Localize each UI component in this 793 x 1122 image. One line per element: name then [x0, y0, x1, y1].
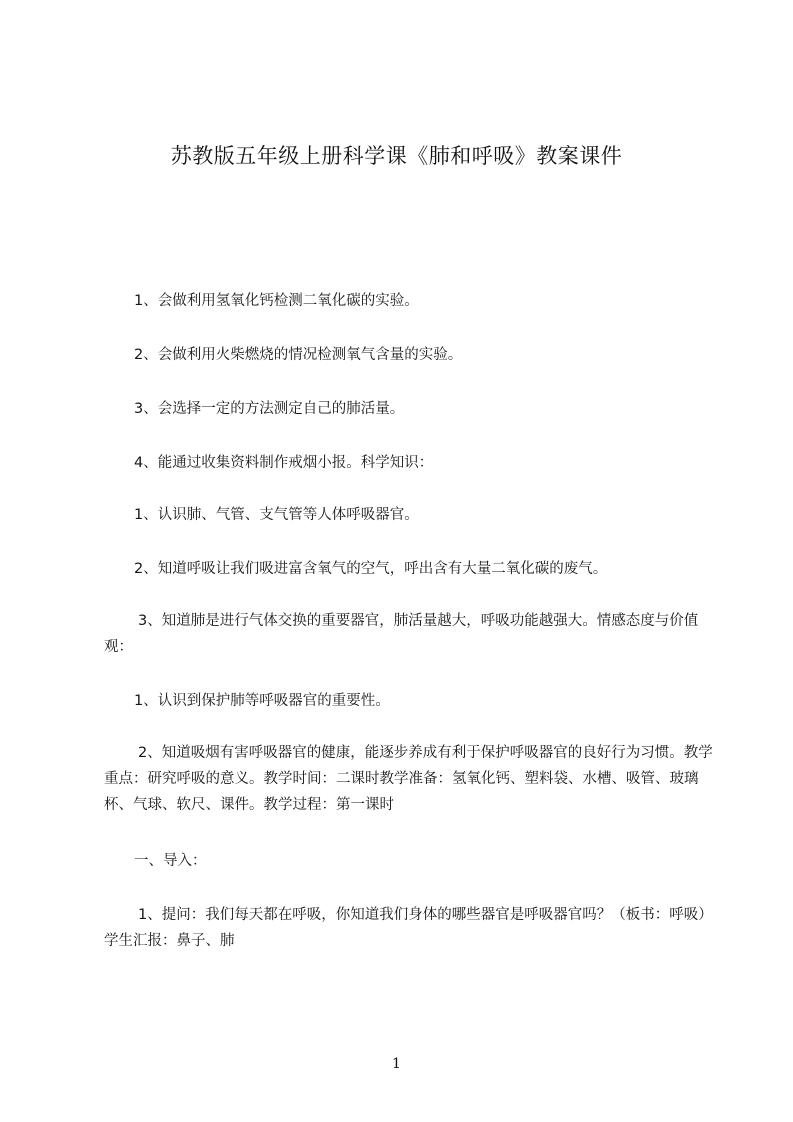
paragraph-knowledge-2: 2、知道呼吸让我们吸进富含氧气的空气，呼出含有大量二氧化碳的废气。 [134, 561, 608, 577]
paragraph-objective-2: 2、会做利用火柴燃烧的情况检测氧气含量的实验。 [134, 347, 463, 363]
paragraph-attitude-2: 2、知道吸烟有害呼吸器官的健康，能逐步养成有利于保护呼吸器官的良好行为习惯。教学重点：研究呼吸的意义。教学时间：二课时教学准备：氢氧化钙、塑料袋、水槽、吸管、玻璃杯、气球、软尺、课件。教学过程：第一课时 [104, 745, 713, 813]
paragraph-objective-4: 4、能通过收集资料制作戒烟小报。科学知识： [134, 455, 434, 471]
page-number: 1 [392, 1056, 401, 1072]
page-title: 苏教版五年级上册科学课《肺和呼吸》教案课件 [170, 144, 623, 168]
paragraph-knowledge-1: 1、认识肺、气管、支气管等人体呼吸器官。 [134, 507, 419, 523]
paragraph-attitude-1: 1、认识到保护肺等呼吸器官的重要性。 [134, 693, 390, 709]
paragraph-objective-1: 1、会做利用氢氧化钙检测二氧化碳的实验。 [134, 293, 419, 309]
paragraph-knowledge-3: 3、知道肺是进行气体交换的重要器官，肺活量越大，呼吸功能越强大。情感态度与价值观： [104, 613, 699, 655]
paragraph-objective-3: 3、会选择一定的方法测定自己的肺活量。 [134, 401, 405, 417]
paragraph-intro-1: 1、提问：我们每天都在呼吸，你知道我们身体的哪些器官是呼吸器官吗？（板书：呼吸）学生汇报：鼻子、肺 [104, 907, 713, 949]
section-heading-intro: 一、导入： [134, 853, 207, 869]
